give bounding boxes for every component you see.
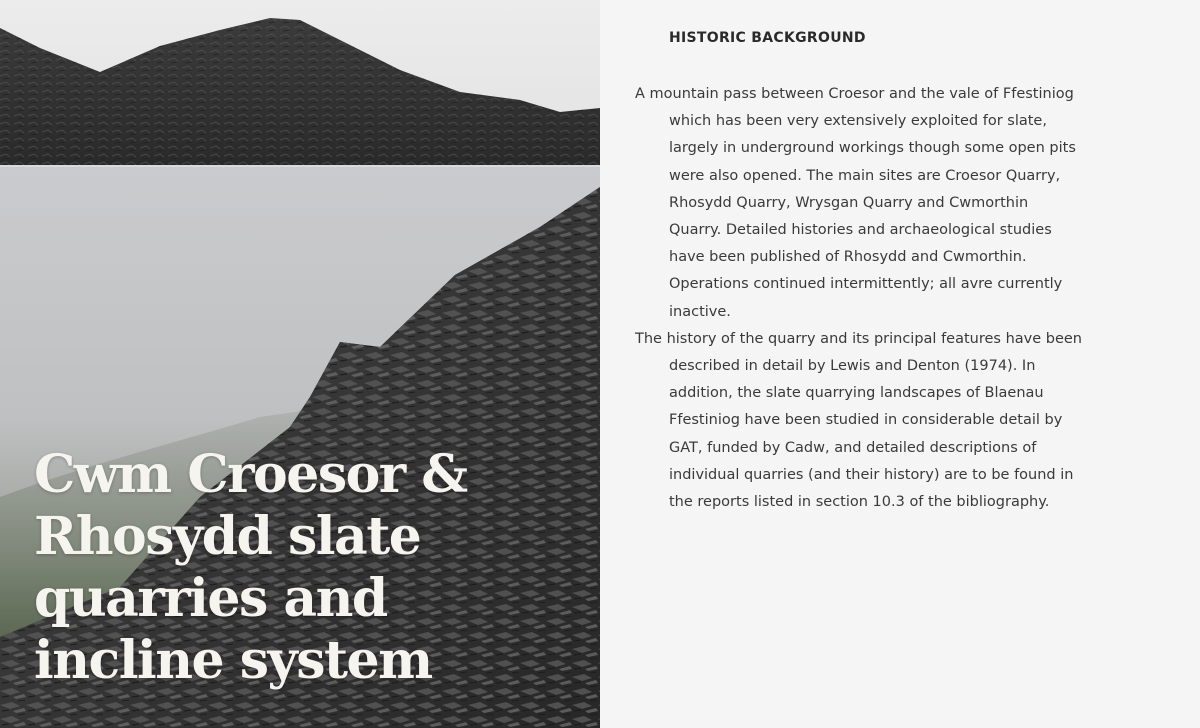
paragraph: A mountain pass between Croesor and the vale of Ffestiniog which has been very extensively exploited for slate, largely in underground workings though some open pits were also opened. The main sites are Croesor Quarry, Rhosydd Quarry, Wrysgan Quarry and Cwmorthin Quarry. Detailed histories and archaeological studies have been published of Rhosydd and Cwmorthin. Operations continued intermittently; all avre currently inactive. — [635, 86, 1076, 320]
article-body — [635, 81, 1085, 516]
hero-title: Cwm Croesor & Rhosydd slate quarries and incline system — [34, 444, 467, 691]
paragraph: The history of the quarry and its principal features have been described in detail by Lewis and Denton (1974). In addition, the slate quarrying landscapes of Blaenau Ffestiniog have been studied in considerable detail by GAT, funded by Cadw, and detailed descriptions of individual quarries (and their history) are to be found in the reports listed in section 10.3 of the bibliography. — [635, 330, 1083, 511]
section-heading: HISTORIC BACKGROUND — [669, 30, 866, 46]
article-panel — [600, 0, 1200, 728]
slate-ridge-photo — [0, 0, 600, 166]
